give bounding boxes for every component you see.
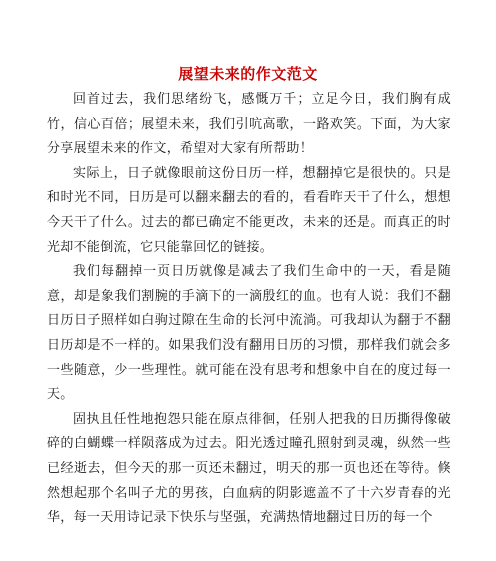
paragraph-4: 固执且任性地抱怨只能在原点徘徊，任别人把我的日历撕得像破碎的白蝴蝶一样陨落成为过去。阳光透过瞳孔照射到灵魂，纵然一些已经逝去，但今天的那一页还未翻过，明天的那一页也还在等待。倏然想起那个名叫子尤的男孩，白血病的阴影遮盖不了十六岁青春的光华，每一天用诗记录下快乐与坚强，充满热情地翻过日历的每一个 <box>47 411 451 526</box>
paragraph-3: 我们每翻掉一页日历就像是减去了我们生命中的一天，看是随意，却是象我们割腕的手滴下的一滴殷红的血。也有人说：我们不翻日历日子照样如白驹过隙在生命的长河中流淌。可我却认为翻于不翻日历却是不一样的。如果我们没有翻用日历的习惯，那样我们就会多一些随意，少一些理性。就可能在没有思考和想象中自在的度过每一天。 <box>47 264 451 403</box>
paragraph-2: 实际上，日子就像眼前这份日历一样，想翻掉它是很快的。只是和时光不同，日历是可以翻来翻去的看的，看看昨天干了什么，想想今天干了什么。过去的都已确定不能更改，未来的还是。而真正的时光却不能倒流，它只能靠回忆的链接。 <box>47 165 451 255</box>
document-body <box>47 88 451 531</box>
paragraph-1: 回首过去，我们思绪纷飞，感慨万千；立足今日，我们胸有成竹，信心百倍；展望未来，我们引吭高歌，一路欢笑。下面，为大家分享展望未来的作文，希望对大家有所帮助！ <box>47 92 451 157</box>
document-title: 展望未来的作文范文 <box>178 65 318 83</box>
